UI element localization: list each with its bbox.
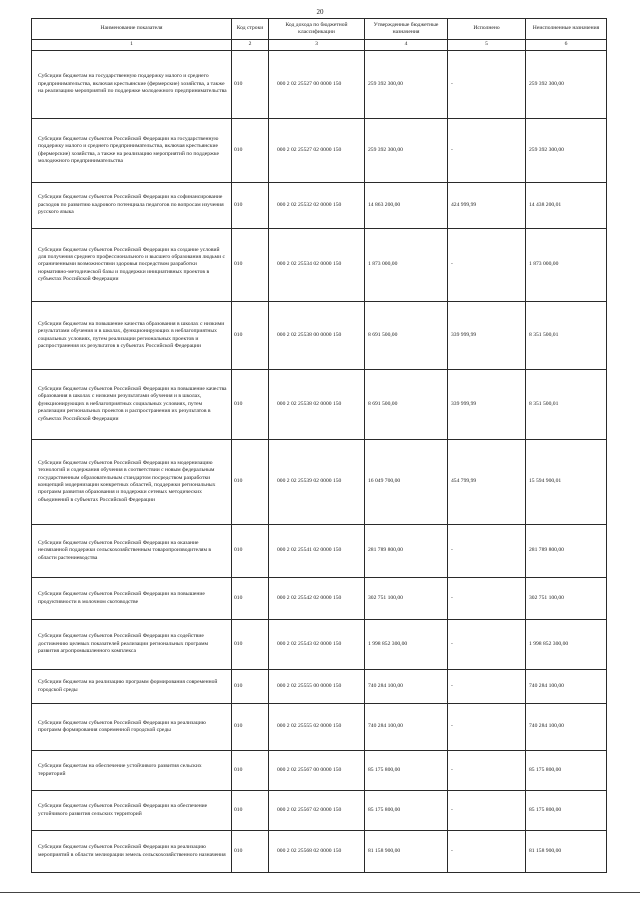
approved-amount: 85 175 800,00 bbox=[365, 791, 448, 831]
line-code: 010 bbox=[232, 751, 269, 791]
remaining-amount: 8 351 500,01 bbox=[526, 370, 607, 440]
approved-amount: 740 284 100,00 bbox=[365, 704, 448, 751]
table-row bbox=[32, 704, 607, 751]
approved-amount: 81 158 900,00 bbox=[365, 831, 448, 873]
indicator-name: Субсидии бюджетам субъектов Российской Федерации на модернизацию технологий и содержания обучения в соответствии с новым федеральным государственным образовательным стандартом посредством разработки концепций модернизации конкретных областей, поддержки региональных программ развития образования и поддержки сетевых методических объединений в субъектах Российской Федерации bbox=[32, 440, 232, 525]
executed-amount: - bbox=[448, 525, 526, 578]
line-code: 010 bbox=[232, 119, 269, 183]
table-row bbox=[32, 229, 607, 302]
executed-amount: 454 799,99 bbox=[448, 440, 526, 525]
approved-amount: 1 998 852 300,00 bbox=[365, 620, 448, 670]
executed-amount: - bbox=[448, 51, 526, 119]
table-row bbox=[32, 620, 607, 670]
column-number: 4 bbox=[365, 40, 448, 51]
remaining-amount: 14 438 200,01 bbox=[526, 183, 607, 229]
header-executed: Исполнено bbox=[448, 19, 526, 40]
executed-amount: - bbox=[448, 751, 526, 791]
approved-amount: 16 049 700,00 bbox=[365, 440, 448, 525]
remaining-amount: 85 175 800,00 bbox=[526, 791, 607, 831]
page-bottom-rule bbox=[0, 892, 640, 893]
table-row bbox=[32, 119, 607, 183]
remaining-amount: 259 392 300,00 bbox=[526, 119, 607, 183]
executed-amount: 339 999,99 bbox=[448, 302, 526, 370]
table-row bbox=[32, 751, 607, 791]
column-number: 6 bbox=[526, 40, 607, 51]
income-code: 000 2 02 25538 00 0000 150 bbox=[269, 302, 365, 370]
income-code: 000 2 02 25527 00 0000 150 bbox=[269, 51, 365, 119]
table-row bbox=[32, 791, 607, 831]
executed-amount: - bbox=[448, 119, 526, 183]
indicator-name: Субсидии бюджетам субъектов Российской Федерации на реализацию программ формирования современной городской среды bbox=[32, 704, 232, 751]
remaining-amount: 1 873 000,00 bbox=[526, 229, 607, 302]
line-code: 010 bbox=[232, 704, 269, 751]
remaining-amount: 302 751 100,00 bbox=[526, 578, 607, 620]
approved-amount: 14 863 200,00 bbox=[365, 183, 448, 229]
income-code: 000 2 02 25541 02 0000 150 bbox=[269, 525, 365, 578]
income-code: 000 2 02 25538 02 0000 150 bbox=[269, 370, 365, 440]
indicator-name: Субсидии бюджетам субъектов Российской Федерации на софинансирование расходов по развитию кадрового потенциала педагогов по вопросам изучения русского языка bbox=[32, 183, 232, 229]
indicator-name: Субсидии бюджетам на повышение качества образования в школах с низкими результатами обучения и в школах, функционирующих в неблагоприятных социальных условиях, путем реализации региональных проектов и распространения их результатов в субъектах Российской Федерации bbox=[32, 302, 232, 370]
budget-table bbox=[31, 18, 607, 873]
header-income-code: Код дохода по бюджетной классификации bbox=[269, 19, 365, 40]
indicator-name: Субсидии бюджетам субъектов Российской Федерации на содействие достижению целевых показателей реализации региональных программ развития агропромышленного комплекса bbox=[32, 620, 232, 670]
indicator-name: Субсидии бюджетам на государственную поддержку малого и среднего предпринимательства, включая крестьянские (фермерские) хозяйства, а также на реализацию мероприятий по поддержке молодежного предпринимательства bbox=[32, 51, 232, 119]
executed-amount: - bbox=[448, 578, 526, 620]
indicator-name: Субсидии бюджетам на обеспечение устойчивого развития сельских территорий bbox=[32, 751, 232, 791]
table-row bbox=[32, 670, 607, 704]
indicator-name: Субсидии бюджетам субъектов Российской Федерации на государственную поддержку малого и среднего предпринимательства, включая крестьянские (фермерские) хозяйства, а также на реализацию мероприятий по поддержке молодежного предпринимательства bbox=[32, 119, 232, 183]
header-line-code: Код строки bbox=[232, 19, 269, 40]
executed-amount: - bbox=[448, 229, 526, 302]
indicator-name: Субсидии бюджетам субъектов Российской Федерации на обеспечение устойчивого развития сельских территорий bbox=[32, 791, 232, 831]
line-code: 010 bbox=[232, 831, 269, 873]
income-code: 000 2 02 25532 02 0000 150 bbox=[269, 183, 365, 229]
executed-amount: 424 999,99 bbox=[448, 183, 526, 229]
executed-amount: 339 999,99 bbox=[448, 370, 526, 440]
approved-amount: 259 392 300,00 bbox=[365, 51, 448, 119]
remaining-amount: 8 351 500,01 bbox=[526, 302, 607, 370]
table-row bbox=[32, 183, 607, 229]
executed-amount: - bbox=[448, 831, 526, 873]
line-code: 010 bbox=[232, 578, 269, 620]
indicator-name: Субсидии бюджетам субъектов Российской Федерации на реализацию мероприятий в области мелиорации земель сельскохозяйственного назначения bbox=[32, 831, 232, 873]
column-number: 5 bbox=[448, 40, 526, 51]
line-code: 010 bbox=[232, 51, 269, 119]
line-code: 010 bbox=[232, 525, 269, 578]
remaining-amount: 1 998 852 300,00 bbox=[526, 620, 607, 670]
income-code: 000 2 02 25555 00 0000 150 bbox=[269, 670, 365, 704]
approved-amount: 8 691 500,00 bbox=[365, 370, 448, 440]
approved-amount: 85 175 800,00 bbox=[365, 751, 448, 791]
line-code: 010 bbox=[232, 370, 269, 440]
income-code: 000 2 02 25534 02 0000 150 bbox=[269, 229, 365, 302]
column-number: 1 bbox=[32, 40, 232, 51]
table-row bbox=[32, 578, 607, 620]
line-code: 010 bbox=[232, 229, 269, 302]
table-row bbox=[32, 525, 607, 578]
remaining-amount: 281 789 800,00 bbox=[526, 525, 607, 578]
approved-amount: 302 751 100,00 bbox=[365, 578, 448, 620]
line-code: 010 bbox=[232, 670, 269, 704]
indicator-name: Субсидии бюджетам субъектов Российской Федерации на оказание несвязанной поддержки сельскохозяйственным товаропроизводителям в области растениеводства bbox=[32, 525, 232, 578]
indicator-name: Субсидии бюджетам субъектов Российской Федерации на создание условий для получения среднего профессионального и высшего образования людьми с ограниченными возможностями здоровья посредством разработки нормативно-методической базы и поддержки инициативных проектов в субъектах Российской Федерации bbox=[32, 229, 232, 302]
approved-amount: 8 691 500,00 bbox=[365, 302, 448, 370]
header-indicator-name: Наименование показателя bbox=[32, 19, 232, 40]
approved-amount: 281 789 800,00 bbox=[365, 525, 448, 578]
indicator-name: Субсидии бюджетам субъектов Российской Федерации на повышение качества образования в школах с низкими результатами обучения и в школах, функционирующих в неблагоприятных социальных условиях, путем реализации региональных проектов и распространения их результатов в субъектах Российской Федерации bbox=[32, 370, 232, 440]
income-code: 000 2 02 25539 02 0000 150 bbox=[269, 440, 365, 525]
approved-amount: 740 284 100,00 bbox=[365, 670, 448, 704]
approved-amount: 1 873 000,00 bbox=[365, 229, 448, 302]
income-code: 000 2 02 25542 02 0000 150 bbox=[269, 578, 365, 620]
page-number: 20 bbox=[316, 8, 324, 16]
line-code: 010 bbox=[232, 620, 269, 670]
indicator-name: Субсидии бюджетам субъектов Российской Федерации на повышение продуктивности в молочном скотоводстве bbox=[32, 578, 232, 620]
column-number: 2 bbox=[232, 40, 269, 51]
approved-amount: 259 392 300,00 bbox=[365, 119, 448, 183]
remaining-amount: 740 284 100,00 bbox=[526, 670, 607, 704]
remaining-amount: 15 594 900,01 bbox=[526, 440, 607, 525]
income-code: 000 2 02 25568 02 0000 150 bbox=[269, 831, 365, 873]
header-approved: Утвержденные бюджетные назначения bbox=[365, 19, 448, 40]
table-row bbox=[32, 51, 607, 119]
income-code: 000 2 02 25543 02 0000 150 bbox=[269, 620, 365, 670]
remaining-amount: 81 158 900,00 bbox=[526, 831, 607, 873]
income-code: 000 2 02 25527 02 0000 150 bbox=[269, 119, 365, 183]
column-number: 3 bbox=[269, 40, 365, 51]
table-row bbox=[32, 831, 607, 873]
column-number-row bbox=[32, 40, 607, 51]
line-code: 010 bbox=[232, 791, 269, 831]
table-row bbox=[32, 440, 607, 525]
executed-amount: - bbox=[448, 704, 526, 751]
header-remaining: Неисполненные назначения bbox=[526, 19, 607, 40]
remaining-amount: 259 392 300,00 bbox=[526, 51, 607, 119]
income-code: 000 2 02 25555 02 0000 150 bbox=[269, 704, 365, 751]
line-code: 010 bbox=[232, 302, 269, 370]
income-code: 000 2 02 25567 02 0000 150 bbox=[269, 791, 365, 831]
table-row bbox=[32, 370, 607, 440]
executed-amount: - bbox=[448, 670, 526, 704]
header-row bbox=[32, 19, 607, 40]
remaining-amount: 85 175 800,00 bbox=[526, 751, 607, 791]
executed-amount: - bbox=[448, 620, 526, 670]
line-code: 010 bbox=[232, 183, 269, 229]
line-code: 010 bbox=[232, 440, 269, 525]
income-code: 000 2 02 25567 00 0000 150 bbox=[269, 751, 365, 791]
executed-amount: - bbox=[448, 791, 526, 831]
indicator-name: Субсидии бюджетам на реализацию программ формирования современной городской среды bbox=[32, 670, 232, 704]
remaining-amount: 740 284 100,00 bbox=[526, 704, 607, 751]
table-row bbox=[32, 302, 607, 370]
